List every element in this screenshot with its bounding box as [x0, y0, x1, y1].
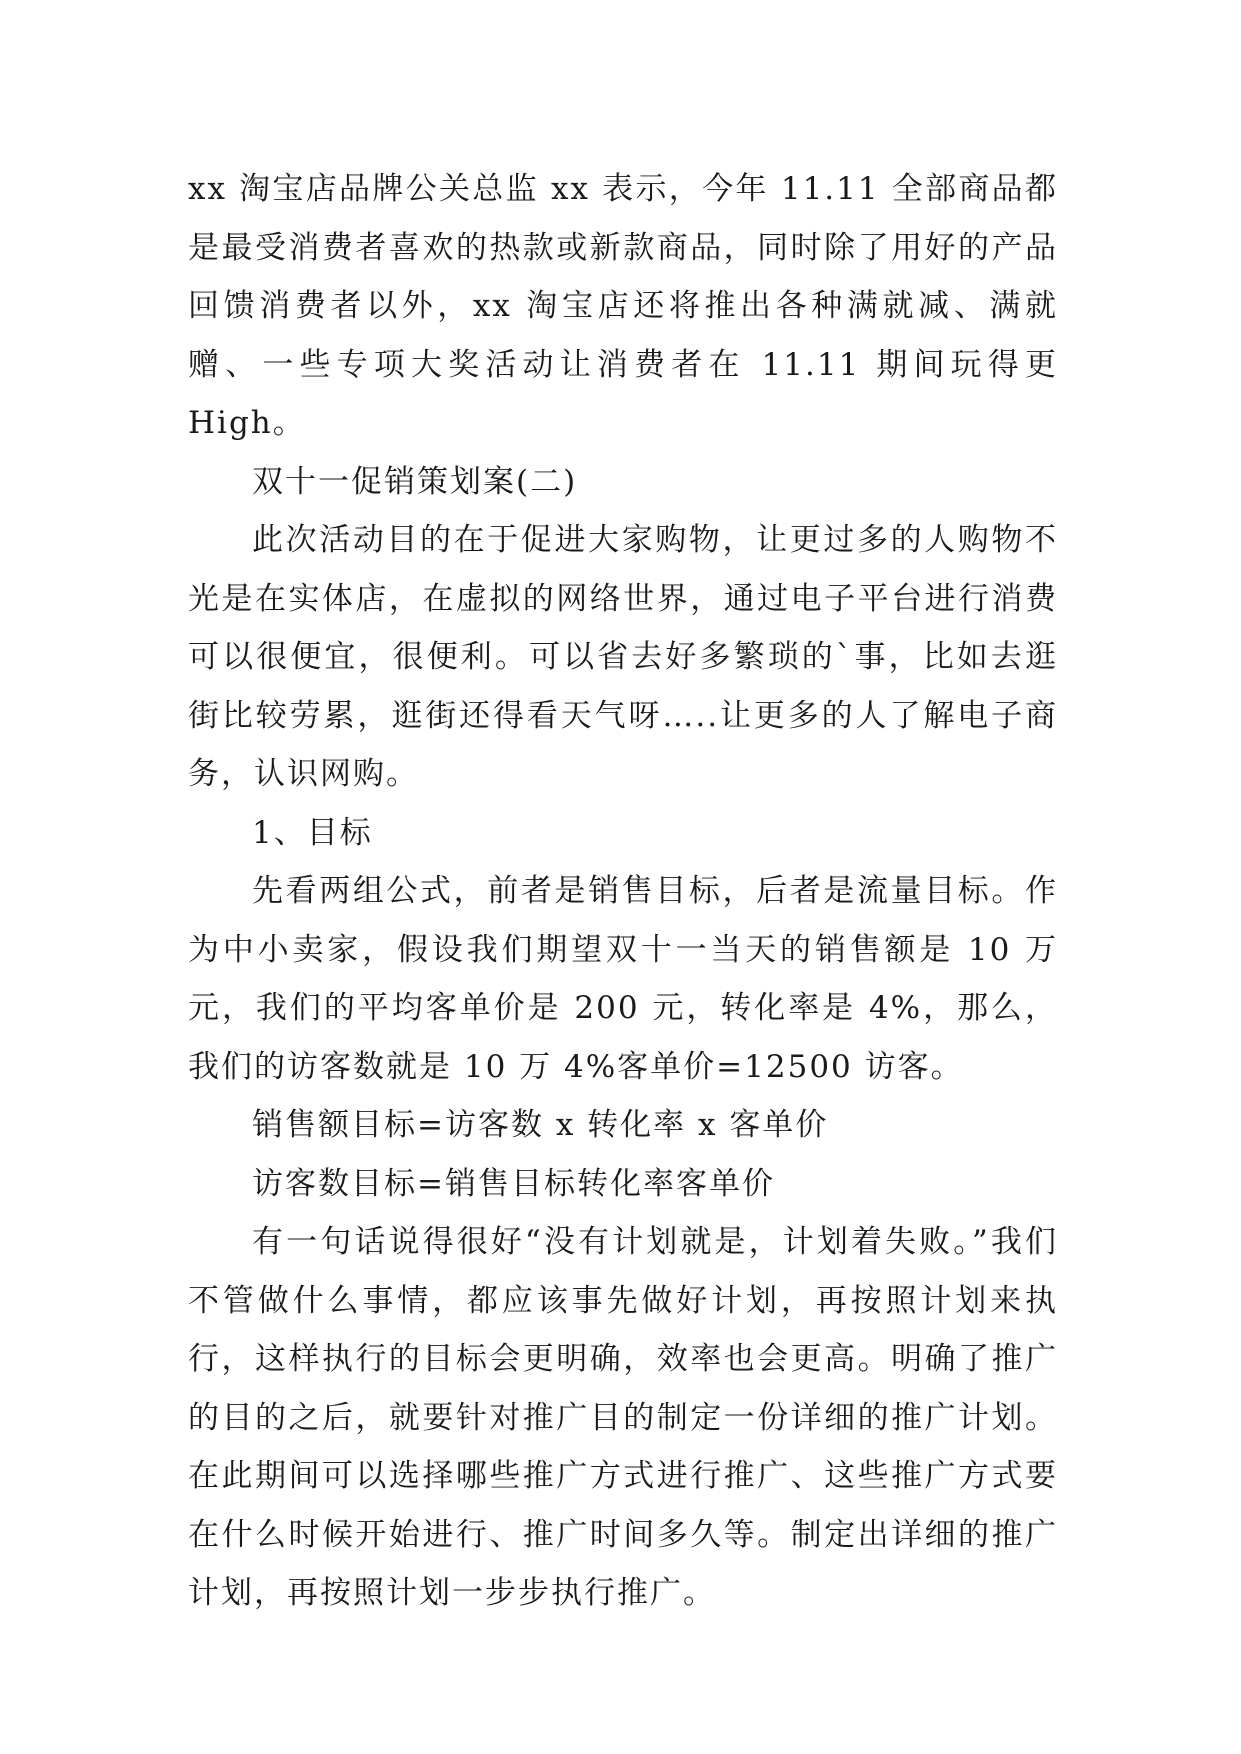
- formula-sales-target: 销售额目标=访客数 x 转化率 x 客单价: [252, 1107, 829, 1143]
- section-heading: 双十一促销策划案(二): [252, 463, 578, 500]
- document-body: [188, 160, 1058, 1623]
- paragraph-formulas-intro: 先看两组公式，前者是销售目标，后者是流量目标。作为中小卖家，假设我们期望双十一当天的销售额是 10 万元，我们的平均客单价是 200 元，转化率是 4%，那么，我们的访客数就是 10 万 4%客单价=12500 访客。: [188, 873, 1058, 1085]
- paragraph-intro: xx 淘宝店品牌公关总监 xx 表示，今年 11.11 全部商品都是最受消费者喜欢的热款或新款商品，同时除了用好的产品回馈消费者以外，xx 淘宝店还将推出各种满就减、满就赠、一些专项大奖活动让消费者在 11.11 期间玩得更 High。: [188, 171, 1058, 441]
- subheading-goal: 1、目标: [252, 814, 373, 851]
- paragraph-purpose: 此次活动目的在于促进大家购物，让更过多的人购物不光是在实体店，在虚拟的网络世界，通过电子平台进行消费可以很便宜，很便利。可以省去好多繁琐的`事，比如去逛街比较劳累，逛街还得看天气呀…..让更多的人了解电子商务，认识网购。: [188, 522, 1058, 792]
- formula-visitor-target: 访客数目标=销售目标转化率客单价: [252, 1165, 775, 1202]
- paragraph-planning: 有一句话说得很好“没有计划就是，计划着失败。”我们不管做什么事情，都应该事先做好计划，再按照计划来执行，这样执行的目标会更明确，效率也会更高。明确了推广的目的之后，就要针对推广目的制定一份详细的推广计划。在此期间可以选择哪些推广方式进行推广、这些推广方式要在什么时候开始进行、推广时间多久等。制定出详细的推广计划，再按照计划一步步执行推广。: [188, 1224, 1058, 1611]
